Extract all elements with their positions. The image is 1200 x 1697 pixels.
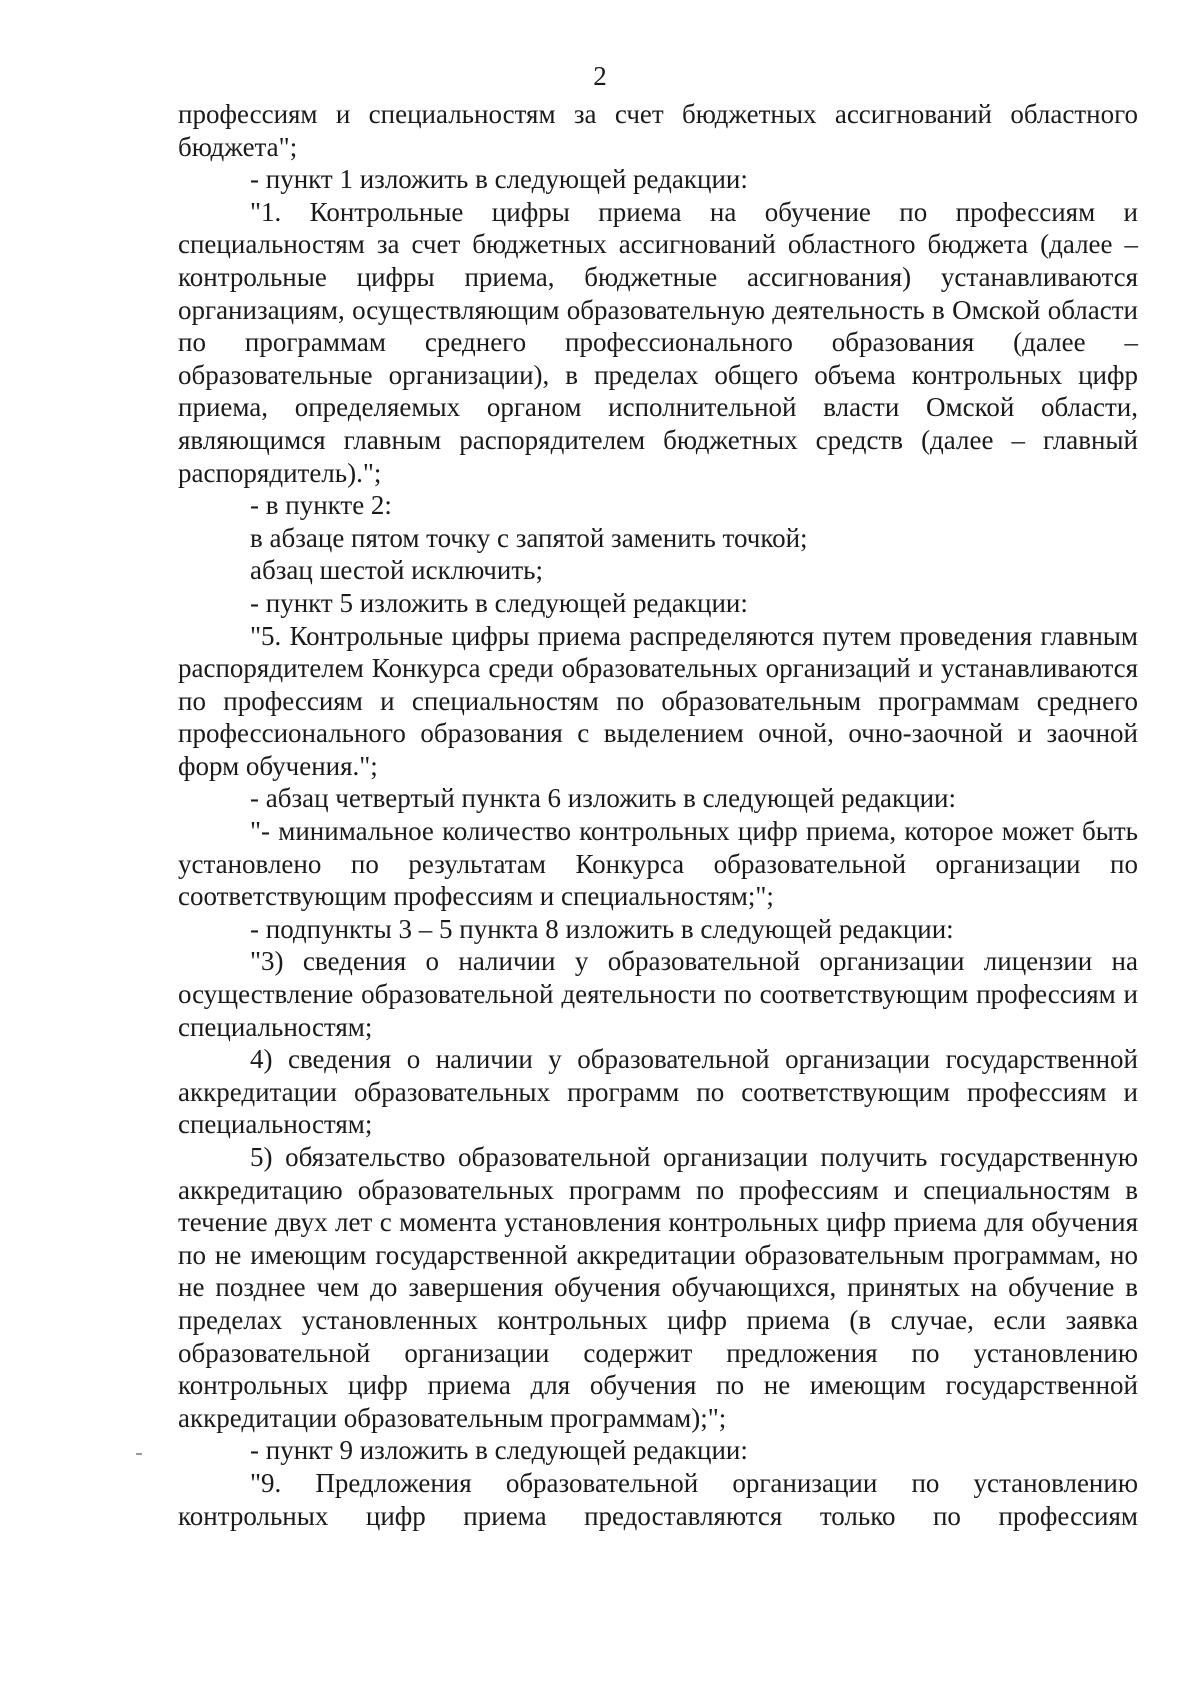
paragraph-item-8-sub-3: "3) сведения о наличии у образовательной организации лицензии на осуществление образовательной деятельности по соответствующим профессиям и специальностям;: [178, 946, 1138, 1042]
paragraph-continuation: профессиям и специальностям за счет бюджетных ассигнований областного бюджета";: [178, 99, 1138, 162]
paragraph-item-2-change-2: абзац шестой исключить;: [250, 555, 543, 586]
paragraph-item-5-heading: - пункт 5 изложить в следующей редакции:: [250, 587, 748, 618]
paragraph-item-2-heading: - в пункте 2:: [250, 490, 392, 521]
document-body: [178, 98, 1138, 1532]
paragraph-item-2-change-1: в абзаце пятом точку с запятой заменить точкой;: [250, 522, 808, 553]
paragraph-item-6-text: "- минимальное количество контрольных цифр приема, которое может быть установлено по результатам Конкурса образовательной организации по соответствующим профессиям и специальностям;";: [178, 816, 1138, 912]
paragraph-item-9-text: "9. Предложения образовательной организации по установлению контрольных цифр приема предоставляются только по профессиям: [178, 1467, 1138, 1531]
paragraph-item-5-text: "5. Контрольные цифры приема распределяются путем проведения главным распорядителем Конкурса среди образовательных организаций и устанавливаются по профессиям и специальностям по образовательным программам среднего профессионального образования с выделением очной, очно-заочной и заочной форм обучения.";: [178, 620, 1138, 781]
paragraph-item-1-text: "1. Контрольные цифры приема на обучение по профессиям и специальностям за счет бюджетных ассигнований областного бюджета (далее – контрольные цифры приема, бюджетные ассигнования) устанавливаются организациям, осуществляющим образовательную деятельность в Омской области по программам среднего профессионального образования (далее – образовательные организации), в пределах общего объема контрольных цифр приема, определяемых органом исполнительной власти Омской области, являющимся главным распорядителем бюджетных средств (далее – главный распорядитель).";: [178, 196, 1138, 488]
scan-artifact-mark: [136, 1453, 142, 1455]
paragraph-item-8-heading: - подпункты 3 – 5 пункта 8 изложить в следующей редакции:: [250, 913, 954, 944]
paragraph-item-9-heading: - пункт 9 изложить в следующей редакции:: [250, 1435, 748, 1466]
page-number: 2: [593, 61, 607, 91]
paragraph-item-6-heading: - абзац четвертый пункта 6 изложить в следующей редакции:: [250, 783, 956, 814]
paragraph-item-8-sub-4: 4) сведения о наличии у образовательной организации государственной аккредитации образовательных программ по соответствующим профессиям и специальностям;: [178, 1044, 1138, 1140]
paragraph-item-8-sub-5: 5) обязательство образовательной организации получить государственную аккредитацию образовательных программ по профессиям и специальностям в течение двух лет с момента установления контрольных цифр приема для обучения по не имеющим государственной аккредитации образовательным программам, но не позднее чем до завершения обучения обучающихся, принятых на обучение в пределах установленных контрольных цифр приема (в случае, если заявка образовательной организации содержит предложения по установлению контрольных цифр приема для обучения по не имеющим государственной аккредитации образовательным программам);";: [178, 1142, 1138, 1433]
paragraph-item-1-heading: - пункт 1 изложить в следующей редакции:: [250, 164, 748, 195]
